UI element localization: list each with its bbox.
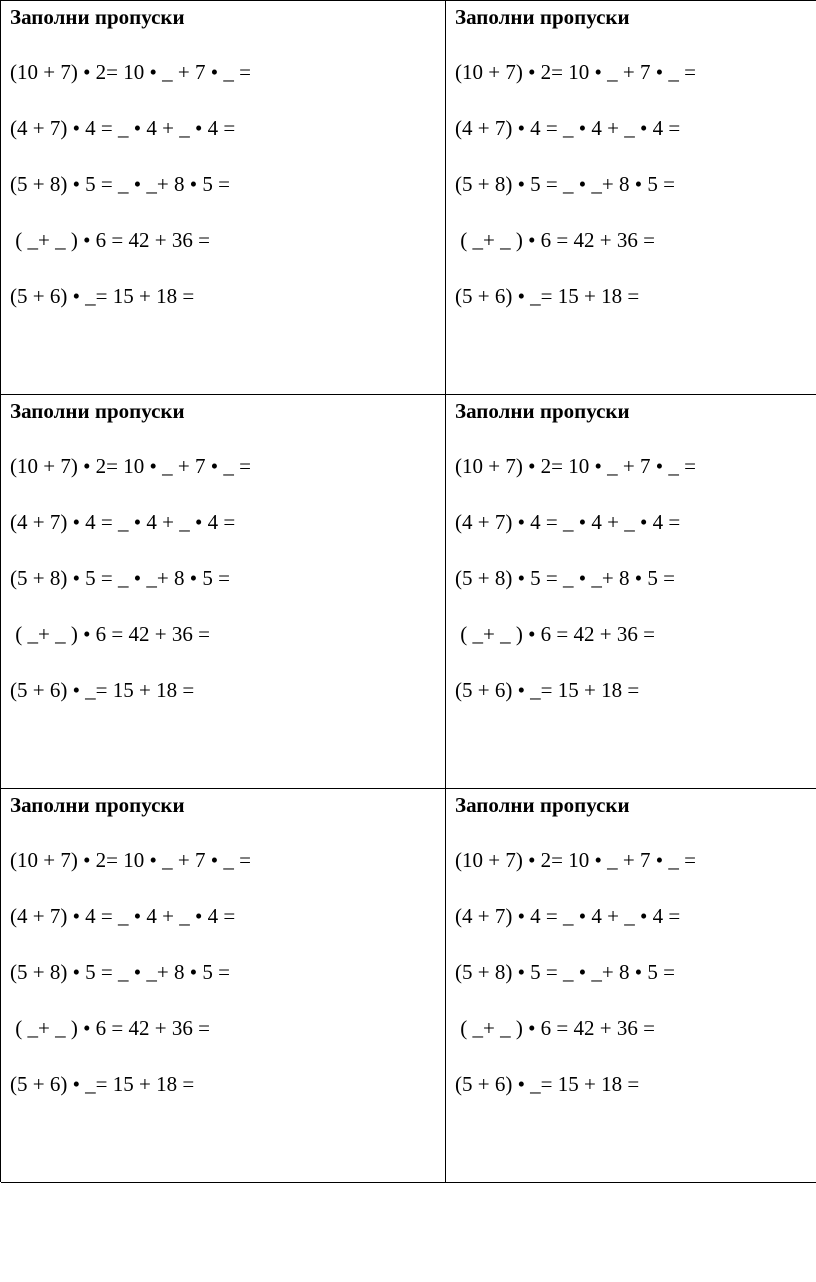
exercise-line: ( _+ _ ) • 6 = 42 + 36 = (455, 1016, 655, 1040)
exercise-line: ( _+ _ ) • 6 = 42 + 36 = (455, 228, 655, 252)
exercise-line: (5 + 8) • 5 = _ • _+ 8 • 5 = (10, 566, 230, 590)
worksheet-card (446, 1, 816, 395)
exercise-line: ( _+ _ ) • 6 = 42 + 36 = (10, 622, 210, 646)
worksheet-card (1, 395, 446, 789)
card-title: Заполни пропуски (455, 5, 630, 29)
exercise-line: (10 + 7) • 2= 10 • _ + 7 • _ = (10, 60, 251, 84)
exercise-line: (5 + 8) • 5 = _ • _+ 8 • 5 = (10, 960, 230, 984)
exercise-line: (5 + 8) • 5 = _ • _+ 8 • 5 = (10, 172, 230, 196)
card-title: Заполни пропуски (455, 793, 630, 817)
card-title: Заполни пропуски (10, 5, 185, 29)
card-title: Заполни пропуски (455, 399, 630, 423)
exercise-line: (4 + 7) • 4 = _ • 4 + _ • 4 = (455, 116, 681, 140)
exercise-line: (5 + 8) • 5 = _ • _+ 8 • 5 = (455, 960, 675, 984)
worksheet-card (1, 1, 446, 395)
card-title: Заполни пропуски (10, 793, 185, 817)
exercise-line: (5 + 6) • _= 15 + 18 = (455, 284, 640, 308)
card-title: Заполни пропуски (10, 399, 185, 423)
exercise-line: (5 + 6) • _= 15 + 18 = (455, 678, 640, 702)
exercise-line: (5 + 8) • 5 = _ • _+ 8 • 5 = (455, 172, 675, 196)
worksheet-card (1, 789, 446, 1183)
exercise-line: (5 + 6) • _= 15 + 18 = (10, 1072, 195, 1096)
exercise-line: ( _+ _ ) • 6 = 42 + 36 = (10, 228, 210, 252)
exercise-line: ( _+ _ ) • 6 = 42 + 36 = (455, 622, 655, 646)
exercise-line: (4 + 7) • 4 = _ • 4 + _ • 4 = (10, 116, 236, 140)
exercise-line: (5 + 8) • 5 = _ • _+ 8 • 5 = (455, 566, 675, 590)
exercise-line: (10 + 7) • 2= 10 • _ + 7 • _ = (455, 848, 696, 872)
exercise-line: (5 + 6) • _= 15 + 18 = (10, 284, 195, 308)
exercise-line: (5 + 6) • _= 15 + 18 = (455, 1072, 640, 1096)
exercise-line: (4 + 7) • 4 = _ • 4 + _ • 4 = (455, 510, 681, 534)
exercise-line: (4 + 7) • 4 = _ • 4 + _ • 4 = (10, 510, 236, 534)
exercise-line: (10 + 7) • 2= 10 • _ + 7 • _ = (455, 60, 696, 84)
exercise-line: (10 + 7) • 2= 10 • _ + 7 • _ = (10, 454, 251, 478)
exercise-line: (4 + 7) • 4 = _ • 4 + _ • 4 = (455, 904, 681, 928)
exercise-line: ( _+ _ ) • 6 = 42 + 36 = (10, 1016, 210, 1040)
exercise-line: (5 + 6) • _= 15 + 18 = (10, 678, 195, 702)
exercise-line: (4 + 7) • 4 = _ • 4 + _ • 4 = (10, 904, 236, 928)
exercise-line: (10 + 7) • 2= 10 • _ + 7 • _ = (10, 848, 251, 872)
worksheet-card (446, 395, 816, 789)
worksheet-card (446, 789, 816, 1183)
exercise-line: (10 + 7) • 2= 10 • _ + 7 • _ = (455, 454, 696, 478)
